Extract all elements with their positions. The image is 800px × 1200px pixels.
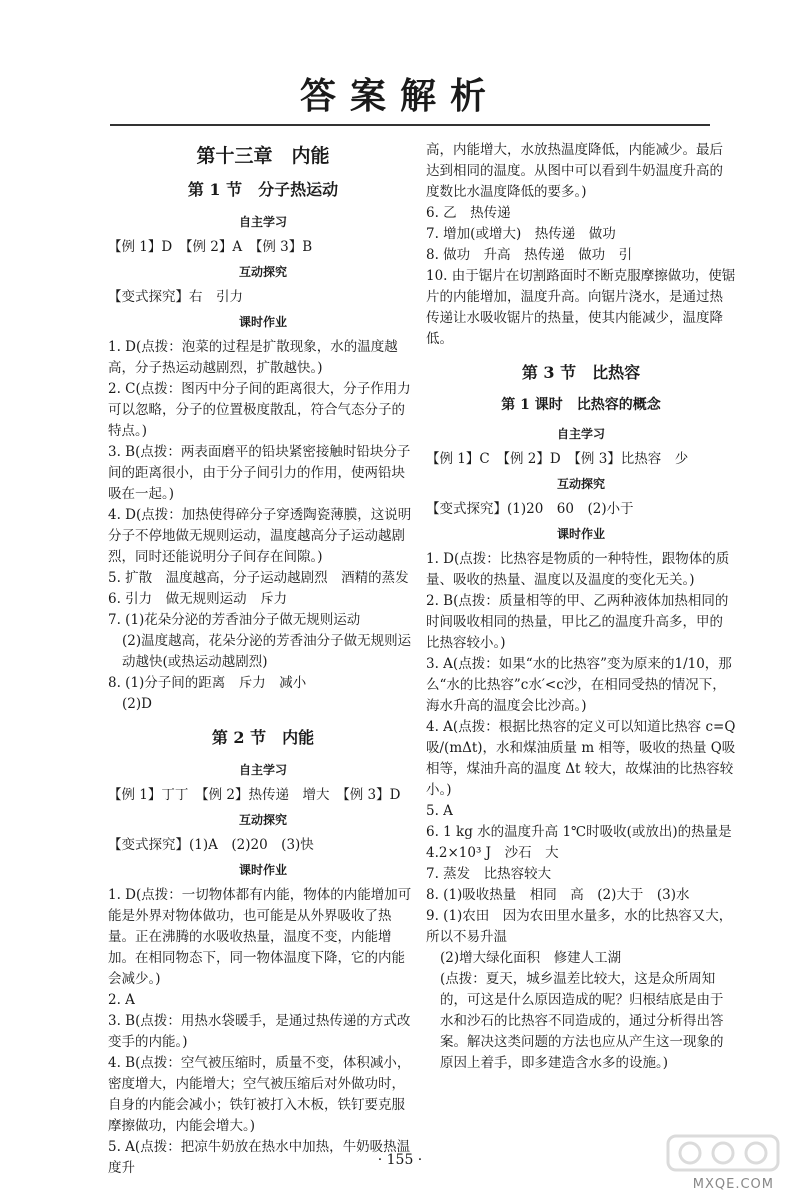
s1-keshi-label: 课时作业	[238, 315, 287, 329]
title-rule	[110, 124, 710, 126]
s3-hudong-answers: 【变式探究】(1)20 60 (2)小于	[426, 501, 634, 517]
left-column	[108, 140, 418, 1179]
answer-line: 10. 由于锯片在切割路面时不断克服摩擦做功，使锯片的内能增加，温度升高。向锯片浇水，是通过热传递让水吸收锯片的热量，使其内能减少，温度降低。	[426, 268, 736, 347]
s1-zizhu-label: 自主学习	[238, 215, 287, 229]
lesson-heading: 第 1 课时 比热容的概念	[501, 397, 661, 413]
answer-line: 高，内能增大，水放热温度降低，内能减少。最后达到相同的温度。从图中可以看到牛奶温度升高的度数比水温度降低的要多。)	[426, 142, 723, 200]
answer-line: 2. C(点拨：图丙中分子间的距离很大，分子作用力可以忽略，分子的位置极度散乱，符合气态分子的特点。)	[108, 381, 411, 439]
s2-keshi-label: 课时作业	[238, 863, 287, 877]
page-title: 答案解析	[299, 75, 500, 117]
section-2-heading: 第 2 节 内能	[211, 728, 315, 747]
answer-line: (2)增大绿化面积 修建人工湖	[440, 950, 622, 966]
answer-line: 8. 做功 升高 热传递 做功 引	[426, 247, 633, 263]
answer-line: 2. B(点拨：质量相等的甲、乙两种液体加热相同的时间吸收相同的热量，甲比乙的温度升高多，甲的比热容较小。)	[426, 593, 729, 651]
answer-line: 5. A(点拨：把凉牛奶放在热水中加热，牛奶吸热温度升	[108, 1139, 411, 1176]
answer-line: (2)D	[122, 696, 152, 712]
answer-line: 2. A	[108, 992, 135, 1008]
answer-line: 4. B(点拨：空气被压缩时，质量不变，体积减小，密度增大，内能增大；空气被压缩后对外做功时，自身的内能会减小；铁钉被打入木板，铁钉要克服摩擦做功，内能会增大。)	[108, 1055, 411, 1134]
answer-line: 3. A(点拨：如果“水的比热容”变为原来的1/10，那么“水的比热容”c水′<c沙，在相同受热的情况下，海水升高的温度会比沙高。)	[426, 656, 732, 714]
answer-line: 6. 乙 热传递	[426, 205, 511, 221]
page-number: · 155 ·	[377, 1152, 423, 1168]
answer-line: 4. D(点拨：加热使得碎分子穿透陶瓷薄膜，这说明分子不停地做无规则运动，温度越高分子运动越剧烈，同时还能说明分子间存在间隙。)	[108, 507, 412, 565]
right-column	[426, 140, 736, 1074]
s2-zizhu-label: 自主学习	[238, 763, 287, 777]
s2-zizhu-answers: 【例 1】丁丁 【例 2】热传递 增大 【例 3】D	[108, 787, 401, 803]
answer-line: 7. 增加(或增大) 热传递 做功	[426, 226, 616, 242]
answer-line: 5. A	[426, 803, 453, 819]
answer-line: 6. 1 kg 水的温度升高 1℃时吸收(或放出)的热量是 4.2×10³ J 沙石 大	[426, 824, 732, 861]
s1-zizhu-answers: 【例 1】D 【例 2】A 【例 3】B	[108, 239, 313, 255]
s2-hudong-label: 互动探究	[238, 813, 287, 827]
answer-line: 8. (1)分子间的距离 斥力 减小	[108, 675, 307, 691]
answer-line: 9. (1)农田 因为农田里水量多，水的比热容又大，所以不易升温	[426, 908, 733, 945]
answer-line: (2)温度越高，花朵分泌的芳香油分子做无规则运动越快(或热运动越剧烈)	[122, 633, 412, 670]
section-3-heading: 第 3 节 比热容	[521, 363, 641, 382]
answer-line: 7. 蒸发 比热容较大	[426, 866, 552, 882]
answer-line: 3. B(点拨：两表面磨平的铅块紧密接触时铅块分子间的距离很小，由于分子间引力的作用，使两铅块吸在一起。)	[108, 444, 411, 502]
s3-hudong-label: 互动探究	[556, 477, 605, 491]
section-1-heading: 第 1 节 分子热运动	[187, 180, 339, 199]
s1-hudong-label: 互动探究	[238, 265, 287, 279]
answer-line: 1. D(点拨：比热容是物质的一种特性，跟物体的质量、吸收的热量、温度以及温度的变化无关。)	[426, 551, 730, 588]
s1-hudong-answers: 【变式探究】右 引力	[108, 289, 243, 305]
s3-zizhu-answers: 【例 1】C 【例 2】D 【例 3】比热容 少	[426, 451, 689, 467]
s3-zizhu-label: 自主学习	[556, 427, 605, 441]
answer-line: 5. 扩散 温度越高，分子运动越剧烈 酒精的蒸发	[108, 570, 409, 586]
watermark-text: MXQE.COM	[692, 1177, 774, 1192]
answer-line: 1. D(点拨：一切物体都有内能，物体的内能增加可能是外界对物体做功，也可能是从外界吸收了热量。正在沸腾的水吸收热量，温度不变，内能增加。在相同物态下，同一物体温度下降，它的内能会减少。)	[108, 887, 412, 987]
answer-line: 6. 引力 做无规则运动 斥力	[108, 591, 288, 607]
chapter-heading: 第十三章 内能	[196, 145, 330, 167]
answer-line: 7. (1)花朵分泌的芳香油分子做无规则运动	[108, 612, 361, 628]
answer-line: 1. D(点拨：泡菜的过程是扩散现象，水的温度越高，分子热运动越剧烈，扩散越快。)	[108, 339, 398, 376]
answer-line: 8. (1)吸收热量 相同 高 (2)大于 (3)水	[426, 887, 690, 903]
answer-line: (点拨：夏天，城乡温差比较大，这是众所周知的，可这是什么原因造成的呢？归根结底是由于水和沙石的比热容不同造成的，通过分析得出答案。解决这类问题的方法也应从产生这一现象的原因上着手，即多建造含水多的设施。)	[440, 971, 724, 1071]
answer-line: 3. B(点拨：用热水袋暖手，是通过热传递的方式改变手的内能。)	[108, 1013, 411, 1050]
s3-keshi-label: 课时作业	[556, 527, 605, 541]
s2-hudong-answers: 【变式探究】(1)A (2)20 (3)快	[108, 837, 314, 853]
answer-line: 4. A(点拨：根据比热容的定义可以知道比热容 c=Q吸/(mΔt)，水和煤油质量 m 相等，吸收的热量 Q吸 相等，煤油升高的温度 Δt 较大，故煤油的比热容较小。)	[426, 719, 736, 798]
